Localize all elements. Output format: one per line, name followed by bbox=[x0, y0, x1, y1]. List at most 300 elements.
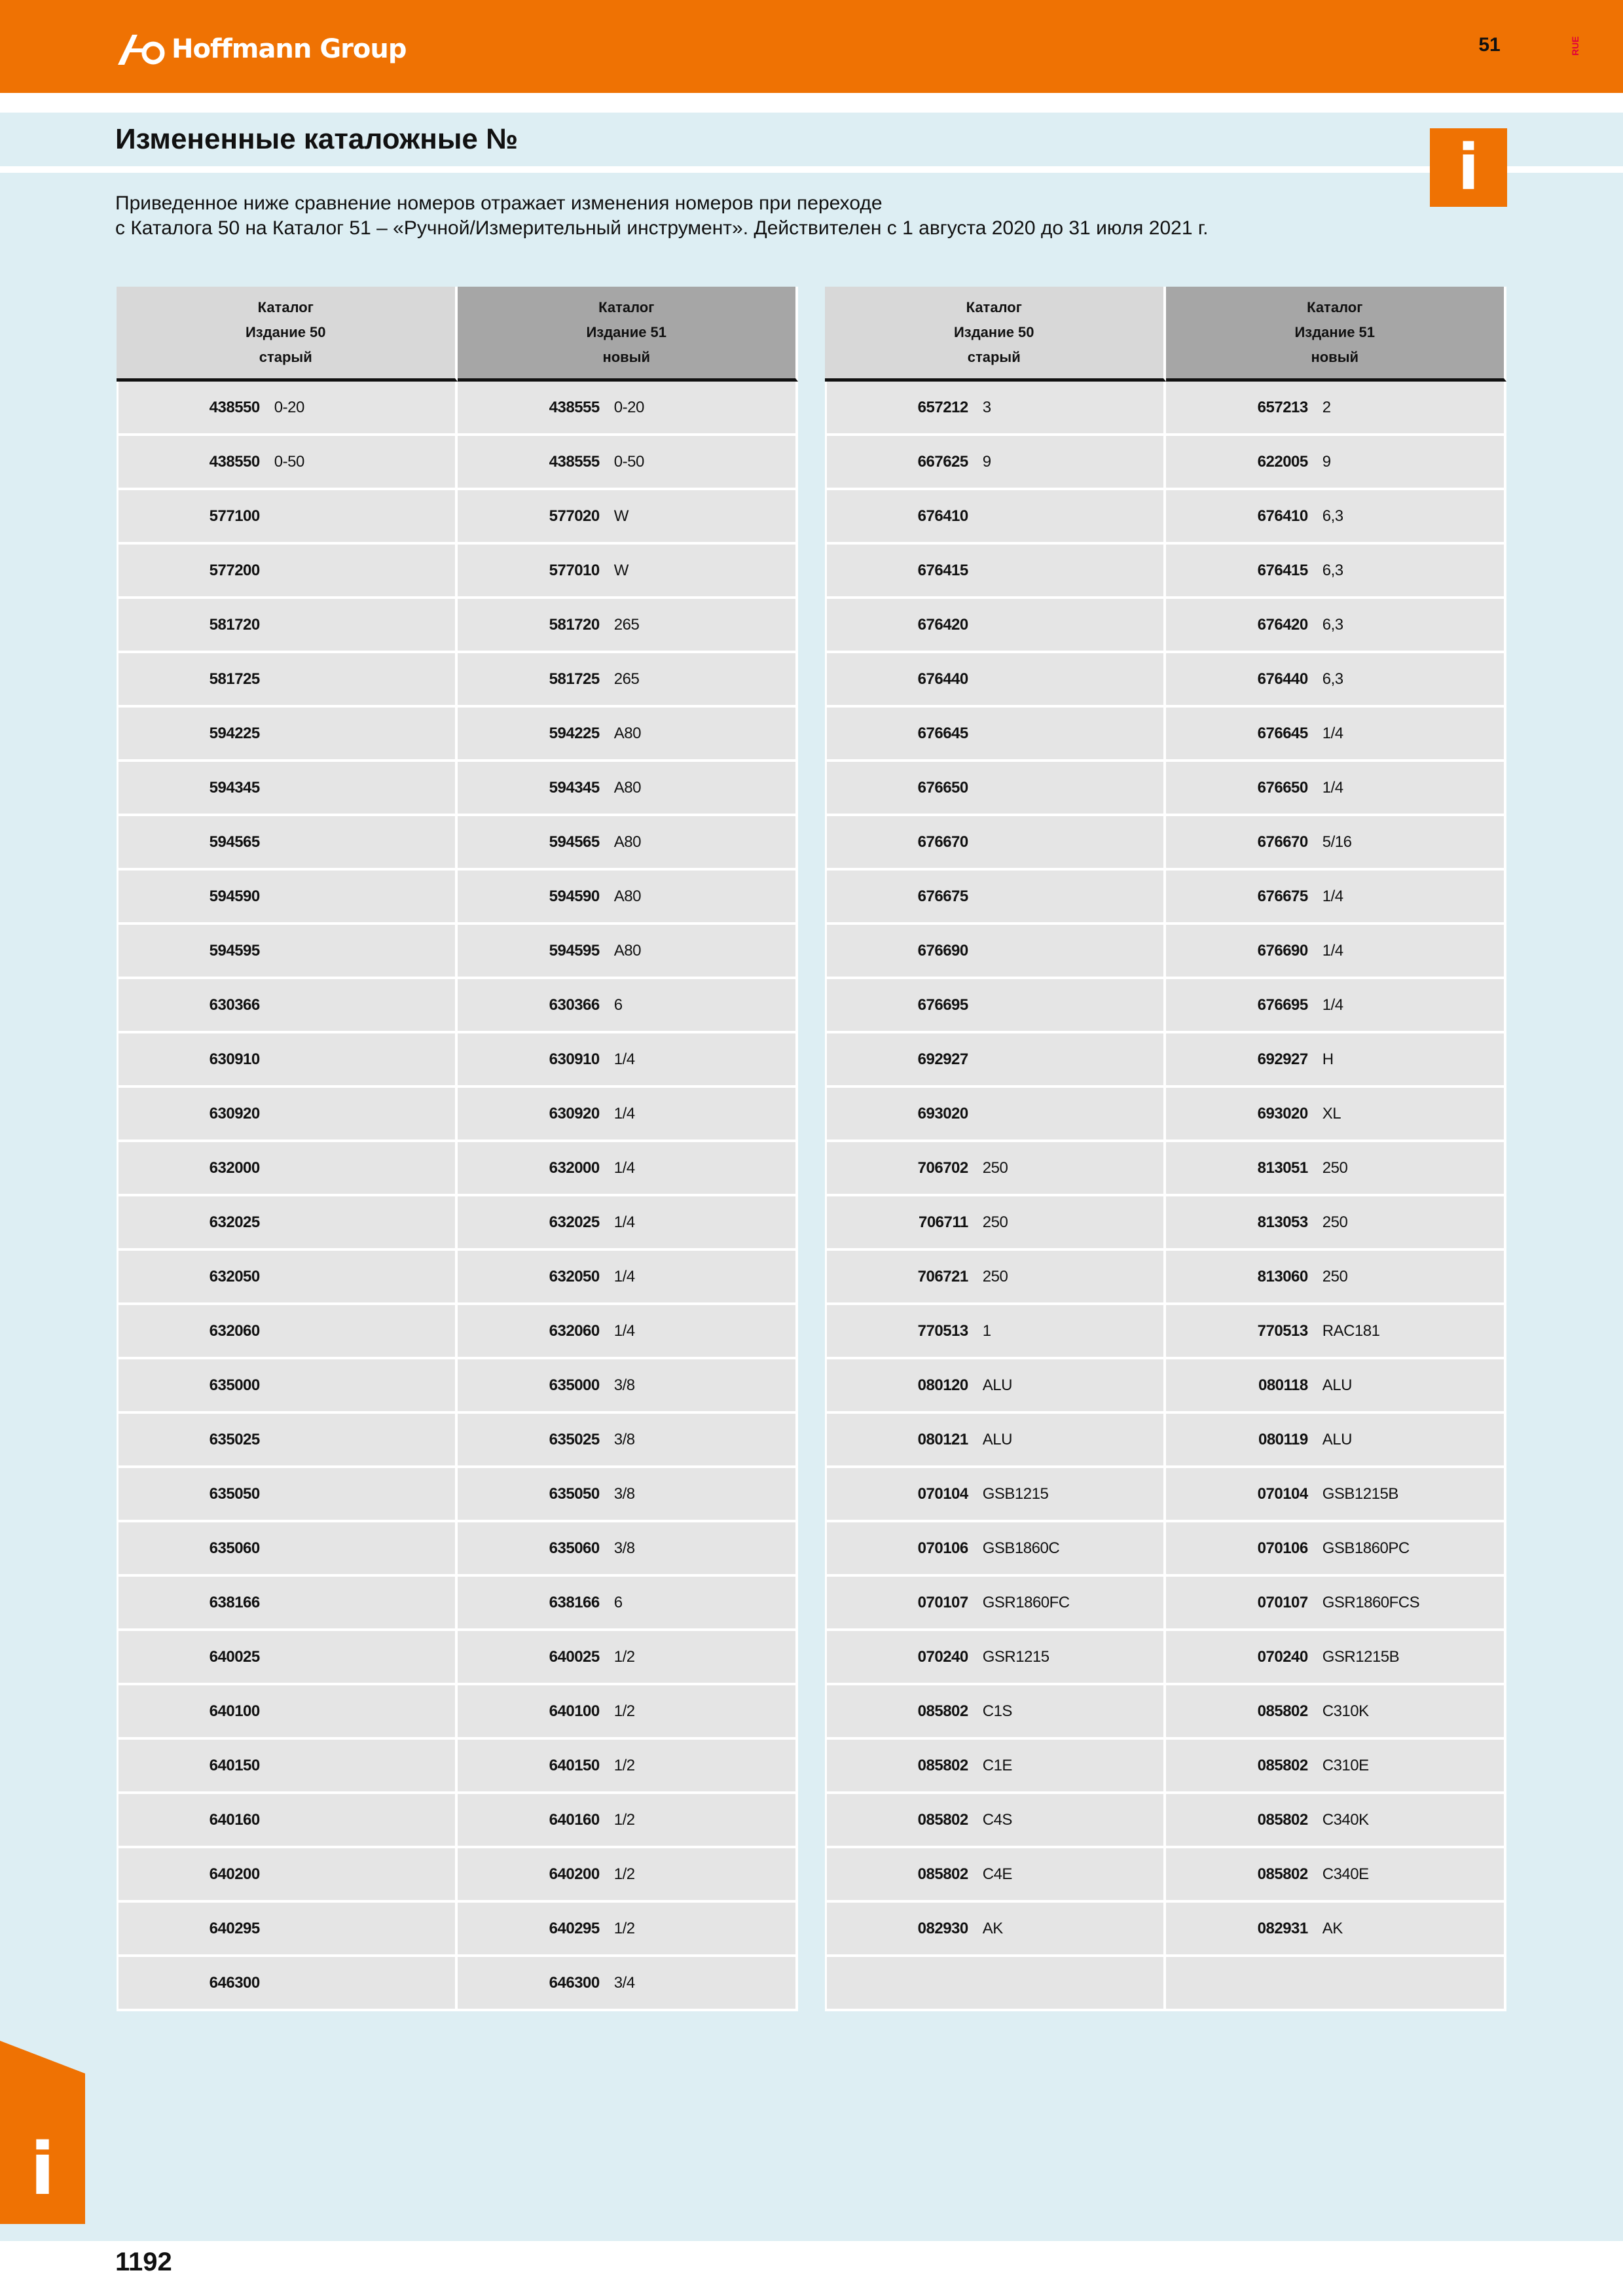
cell-old bbox=[825, 816, 1166, 870]
article-number: 080121 bbox=[917, 1430, 968, 1448]
size-spec: 1/2 bbox=[613, 1702, 635, 1720]
cell-new bbox=[458, 1468, 799, 1522]
article-number: 581725 bbox=[549, 670, 600, 688]
article-number: 085802 bbox=[917, 1756, 968, 1774]
cell-old bbox=[825, 1522, 1166, 1577]
cell-old bbox=[117, 1142, 458, 1196]
cell-new bbox=[1166, 1142, 1507, 1196]
article-number: 438555 bbox=[549, 398, 600, 416]
article-number: 070240 bbox=[1257, 1647, 1308, 1666]
cell-new bbox=[458, 708, 799, 762]
column-header-new bbox=[1166, 287, 1507, 382]
table-row bbox=[825, 1359, 1506, 1414]
table-row bbox=[825, 1685, 1506, 1740]
cell-new bbox=[458, 1577, 799, 1631]
cell-new bbox=[458, 1414, 799, 1468]
table-row bbox=[825, 762, 1506, 816]
size-spec: 6,3 bbox=[1322, 670, 1343, 688]
cell-old bbox=[117, 1577, 458, 1631]
table-row bbox=[825, 1794, 1506, 1848]
article-number: 070104 bbox=[1257, 1484, 1308, 1503]
article-number: 630910 bbox=[549, 1050, 600, 1068]
table-row bbox=[117, 925, 798, 979]
cell-old bbox=[117, 1957, 458, 2011]
size-spec: 250 bbox=[982, 1267, 1008, 1285]
article-number: 438550 bbox=[209, 452, 260, 471]
article-number: 577020 bbox=[549, 507, 600, 525]
header-line: Издание 51 bbox=[586, 324, 667, 340]
cell-old bbox=[117, 436, 458, 490]
article-number: 085802 bbox=[1257, 1810, 1308, 1829]
cell-new bbox=[1166, 1903, 1507, 1957]
article-number: 594595 bbox=[209, 941, 260, 960]
brand-logo[interactable] bbox=[115, 26, 406, 72]
article-number: 640100 bbox=[549, 1702, 600, 1720]
article-number: 438550 bbox=[209, 398, 260, 416]
table-row bbox=[117, 1142, 798, 1196]
article-number: 640150 bbox=[209, 1756, 260, 1774]
cell-old bbox=[825, 436, 1166, 490]
table-row bbox=[825, 1196, 1506, 1251]
article-number: 657213 bbox=[1257, 398, 1308, 416]
cell-old bbox=[117, 925, 458, 979]
article-number: 813051 bbox=[1257, 1158, 1308, 1177]
size-spec: GSR1860FC bbox=[982, 1593, 1070, 1611]
table-row bbox=[117, 979, 798, 1033]
article-number: 070107 bbox=[917, 1593, 968, 1611]
cell-old bbox=[825, 1033, 1166, 1088]
cell-old bbox=[117, 1305, 458, 1359]
cell-new bbox=[458, 979, 799, 1033]
size-spec: C310E bbox=[1322, 1756, 1369, 1774]
size-spec: XL bbox=[1322, 1104, 1341, 1122]
article-number: 635060 bbox=[209, 1539, 260, 1557]
article-number: 085802 bbox=[917, 1702, 968, 1720]
table-row bbox=[825, 1848, 1506, 1903]
cell-new bbox=[458, 1305, 799, 1359]
table-row bbox=[825, 925, 1506, 979]
header-line: старый bbox=[967, 349, 1021, 365]
header-line: Издание 50 bbox=[245, 324, 326, 340]
cell-new bbox=[1166, 1196, 1507, 1251]
cell-new bbox=[458, 925, 799, 979]
cell-new bbox=[458, 653, 799, 708]
cell-new bbox=[458, 1196, 799, 1251]
size-spec: GSR1215 bbox=[982, 1647, 1049, 1666]
cell-old bbox=[825, 708, 1166, 762]
article-number: 676645 bbox=[1257, 724, 1308, 742]
article-number: 085802 bbox=[917, 1810, 968, 1829]
article-number: 635060 bbox=[549, 1539, 600, 1557]
cell-old bbox=[117, 1848, 458, 1903]
cell-old bbox=[825, 1196, 1166, 1251]
size-spec: 250 bbox=[1322, 1158, 1348, 1177]
footer-strip bbox=[0, 2241, 1623, 2296]
table-row bbox=[825, 1631, 1506, 1685]
table-row bbox=[825, 545, 1506, 599]
info-icon: i bbox=[30, 2127, 55, 2211]
article-number: 676650 bbox=[1257, 778, 1308, 797]
table-row bbox=[117, 1414, 798, 1468]
article-number: 630366 bbox=[549, 996, 600, 1014]
table-row bbox=[117, 653, 798, 708]
cell-old bbox=[825, 1142, 1166, 1196]
table-row bbox=[117, 599, 798, 653]
article-number: 581725 bbox=[209, 670, 260, 688]
table-row bbox=[117, 762, 798, 816]
cell-new bbox=[458, 762, 799, 816]
size-spec: 1/2 bbox=[613, 1919, 635, 1937]
article-number: 070240 bbox=[917, 1647, 968, 1666]
cell-old bbox=[117, 1794, 458, 1848]
cell-old bbox=[117, 1088, 458, 1142]
article-number: 657212 bbox=[917, 398, 968, 416]
table-row bbox=[117, 1577, 798, 1631]
cell-old bbox=[117, 1196, 458, 1251]
size-spec: 1/4 bbox=[1322, 724, 1343, 742]
cell-new bbox=[458, 599, 799, 653]
cell-old bbox=[117, 870, 458, 925]
header-line: Каталог bbox=[966, 299, 1022, 315]
size-spec: 0-20 bbox=[613, 398, 644, 416]
article-number: 676695 bbox=[917, 996, 968, 1014]
cell-new bbox=[1166, 1251, 1507, 1305]
column-header-old bbox=[825, 287, 1166, 382]
article-number: 581720 bbox=[209, 615, 260, 634]
article-number: 676695 bbox=[1257, 996, 1308, 1014]
article-number: 676670 bbox=[917, 833, 968, 851]
article-number: 640160 bbox=[549, 1810, 600, 1829]
table-row bbox=[117, 1033, 798, 1088]
cell-new bbox=[1166, 599, 1507, 653]
size-spec: 1/4 bbox=[1322, 887, 1343, 905]
cell-old bbox=[825, 1794, 1166, 1848]
table-row bbox=[117, 1848, 798, 1903]
article-number: 082931 bbox=[1257, 1919, 1308, 1937]
cell-old bbox=[825, 979, 1166, 1033]
article-number: 594565 bbox=[209, 833, 260, 851]
size-spec: RAC181 bbox=[1322, 1321, 1380, 1340]
cell-new bbox=[458, 1957, 799, 2011]
table-row bbox=[117, 436, 798, 490]
article-number: 638166 bbox=[549, 1593, 600, 1611]
article-number: 594225 bbox=[209, 724, 260, 742]
cell-old bbox=[117, 1522, 458, 1577]
article-number: 640100 bbox=[209, 1702, 260, 1720]
cell-new bbox=[1166, 762, 1507, 816]
table-row bbox=[117, 1196, 798, 1251]
table-row bbox=[825, 1033, 1506, 1088]
table-row bbox=[117, 545, 798, 599]
size-spec: 9 bbox=[1322, 452, 1331, 471]
size-spec: C340E bbox=[1322, 1865, 1369, 1883]
article-number: 577100 bbox=[209, 507, 260, 525]
cell-old bbox=[825, 1685, 1166, 1740]
size-spec: 1/4 bbox=[1322, 941, 1343, 960]
size-spec: 5/16 bbox=[1322, 833, 1352, 851]
size-spec: A80 bbox=[613, 941, 641, 960]
header-line: Издание 50 bbox=[953, 324, 1034, 340]
table-row bbox=[825, 1740, 1506, 1794]
size-spec: 1/2 bbox=[613, 1756, 635, 1774]
article-number: 813053 bbox=[1257, 1213, 1308, 1231]
language-code: RUE bbox=[1570, 36, 1580, 56]
size-spec: 3 bbox=[982, 398, 991, 416]
table-row bbox=[825, 816, 1506, 870]
article-number: 813060 bbox=[1257, 1267, 1308, 1285]
cell-old bbox=[825, 1957, 1166, 2011]
cell-new bbox=[458, 870, 799, 925]
size-spec: GSR1215B bbox=[1322, 1647, 1400, 1666]
size-spec: 1/2 bbox=[613, 1865, 635, 1883]
table-row bbox=[825, 979, 1506, 1033]
cell-new bbox=[1166, 1359, 1507, 1414]
size-spec: C4S bbox=[982, 1810, 1012, 1829]
cell-new bbox=[1166, 1740, 1507, 1794]
size-spec: 1/4 bbox=[1322, 996, 1343, 1014]
cell-old bbox=[825, 1305, 1166, 1359]
cell-old bbox=[825, 1903, 1166, 1957]
cell-new bbox=[458, 1251, 799, 1305]
cell-new bbox=[1166, 925, 1507, 979]
size-spec: C340K bbox=[1322, 1810, 1369, 1829]
cell-new bbox=[458, 545, 799, 599]
article-number: 070106 bbox=[917, 1539, 968, 1557]
cell-new bbox=[458, 1522, 799, 1577]
header-line: новый bbox=[602, 349, 651, 365]
size-spec: 1/2 bbox=[613, 1647, 635, 1666]
article-number: 085802 bbox=[1257, 1702, 1308, 1720]
cell-new bbox=[458, 1142, 799, 1196]
table-row bbox=[825, 870, 1506, 925]
table-row bbox=[825, 1468, 1506, 1522]
brand-name: Hoffmann Group bbox=[172, 34, 407, 64]
table-row bbox=[117, 1522, 798, 1577]
table-row bbox=[117, 1631, 798, 1685]
table-row bbox=[117, 1359, 798, 1414]
article-number: 632060 bbox=[549, 1321, 600, 1340]
article-number: 594225 bbox=[549, 724, 600, 742]
article-number: 638166 bbox=[209, 1593, 260, 1611]
size-spec: A80 bbox=[613, 833, 641, 851]
size-spec: C1E bbox=[982, 1756, 1012, 1774]
table-row bbox=[117, 1740, 798, 1794]
size-spec: C1S bbox=[982, 1702, 1012, 1720]
article-number: 640295 bbox=[209, 1919, 260, 1937]
cell-old bbox=[825, 762, 1166, 816]
size-spec: H bbox=[1322, 1050, 1334, 1068]
cell-new bbox=[1166, 490, 1507, 545]
size-spec: 6 bbox=[613, 996, 623, 1014]
article-number: 630920 bbox=[209, 1104, 260, 1122]
cell-old bbox=[117, 708, 458, 762]
header-line: Каталог bbox=[257, 299, 314, 315]
cell-new bbox=[1166, 979, 1507, 1033]
size-spec: 1/4 bbox=[613, 1050, 635, 1068]
cell-new bbox=[458, 1631, 799, 1685]
cell-old bbox=[117, 1468, 458, 1522]
cell-old bbox=[117, 1033, 458, 1088]
intro-text bbox=[115, 191, 1359, 241]
article-number: 640025 bbox=[209, 1647, 260, 1666]
article-number: 770513 bbox=[1257, 1321, 1308, 1340]
divider-strip bbox=[0, 166, 1623, 173]
size-spec: ALU bbox=[1322, 1430, 1352, 1448]
article-number: 676410 bbox=[917, 507, 968, 525]
size-spec: 1/4 bbox=[613, 1321, 635, 1340]
article-number: 692927 bbox=[917, 1050, 968, 1068]
size-spec: C4E bbox=[982, 1865, 1012, 1883]
article-number: 594345 bbox=[549, 778, 600, 797]
article-number: 640200 bbox=[549, 1865, 600, 1883]
size-spec: 3/8 bbox=[613, 1430, 635, 1448]
article-number: 676690 bbox=[1257, 941, 1308, 960]
article-number: 070106 bbox=[1257, 1539, 1308, 1557]
size-spec: 250 bbox=[982, 1158, 1008, 1177]
article-number: 085802 bbox=[917, 1865, 968, 1883]
article-number: 693020 bbox=[917, 1104, 968, 1122]
article-number: 581720 bbox=[549, 615, 600, 634]
cell-old bbox=[117, 1631, 458, 1685]
size-spec: 3/8 bbox=[613, 1539, 635, 1557]
header-line: Каталог bbox=[1307, 299, 1363, 315]
size-spec: 0-20 bbox=[274, 398, 304, 416]
article-number: 676420 bbox=[917, 615, 968, 634]
table-row bbox=[117, 1685, 798, 1740]
size-spec: 1/4 bbox=[613, 1267, 635, 1285]
size-spec: A80 bbox=[613, 887, 641, 905]
article-number: 080120 bbox=[917, 1376, 968, 1394]
article-number: 692927 bbox=[1257, 1050, 1308, 1068]
size-spec: 3/4 bbox=[613, 1973, 635, 1992]
article-number: 630910 bbox=[209, 1050, 260, 1068]
size-spec: 9 bbox=[982, 452, 991, 471]
cell-new bbox=[1166, 816, 1507, 870]
article-number: 676415 bbox=[917, 561, 968, 579]
header-line: Каталог bbox=[598, 299, 655, 315]
cell-old bbox=[825, 599, 1166, 653]
table-row bbox=[825, 1522, 1506, 1577]
cell-old bbox=[825, 1468, 1166, 1522]
page-title: Измененные каталожные № bbox=[115, 123, 519, 155]
article-number: 640295 bbox=[549, 1919, 600, 1937]
article-number: 080119 bbox=[1258, 1430, 1308, 1448]
table-row bbox=[117, 1903, 798, 1957]
size-spec: 3/8 bbox=[613, 1376, 635, 1394]
cell-old bbox=[117, 1359, 458, 1414]
article-number: 646300 bbox=[549, 1973, 600, 1992]
size-spec: 6,3 bbox=[1322, 615, 1343, 634]
article-number: 070107 bbox=[1257, 1593, 1308, 1611]
table-row bbox=[825, 1577, 1506, 1631]
cell-old bbox=[117, 1251, 458, 1305]
cell-old bbox=[117, 1685, 458, 1740]
column-header-old bbox=[117, 287, 458, 382]
article-number: 667625 bbox=[917, 452, 968, 471]
table-row bbox=[825, 1414, 1506, 1468]
size-spec: 265 bbox=[613, 615, 640, 634]
cell-new bbox=[1166, 1468, 1507, 1522]
size-spec: 0-50 bbox=[613, 452, 644, 471]
cell-old bbox=[825, 925, 1166, 979]
catalog-number: 51 bbox=[1478, 34, 1501, 56]
article-number: 640025 bbox=[549, 1647, 600, 1666]
size-spec: 1/4 bbox=[1322, 778, 1343, 797]
article-number: 635050 bbox=[549, 1484, 600, 1503]
article-number: 676650 bbox=[917, 778, 968, 797]
column-header-new bbox=[458, 287, 799, 382]
article-number: 070104 bbox=[917, 1484, 968, 1503]
cell-new bbox=[1166, 1685, 1507, 1740]
article-number: 632050 bbox=[549, 1267, 600, 1285]
cell-new bbox=[1166, 708, 1507, 762]
cell-old bbox=[117, 1903, 458, 1957]
table-row bbox=[825, 382, 1506, 436]
cell-new bbox=[1166, 1033, 1507, 1088]
article-number: 770513 bbox=[917, 1321, 968, 1340]
article-number: 594565 bbox=[549, 833, 600, 851]
article-number: 676420 bbox=[1257, 615, 1308, 634]
size-spec: A80 bbox=[613, 724, 641, 742]
cell-new bbox=[1166, 653, 1507, 708]
size-spec: 3/8 bbox=[613, 1484, 635, 1503]
article-number: 082930 bbox=[917, 1919, 968, 1937]
cell-old bbox=[825, 545, 1166, 599]
cell-old bbox=[825, 1631, 1166, 1685]
cell-new bbox=[458, 1740, 799, 1794]
article-number: 706711 bbox=[918, 1213, 968, 1231]
article-number: 594595 bbox=[549, 941, 600, 960]
article-number: 676670 bbox=[1257, 833, 1308, 851]
article-number: 706702 bbox=[917, 1158, 968, 1177]
article-number: 594590 bbox=[549, 887, 600, 905]
table-row bbox=[117, 1957, 798, 2011]
cell-old bbox=[825, 490, 1166, 545]
cell-old bbox=[117, 545, 458, 599]
cell-new bbox=[1166, 1957, 1507, 2011]
table-row bbox=[117, 1251, 798, 1305]
article-number: 632060 bbox=[209, 1321, 260, 1340]
cell-new bbox=[458, 382, 799, 436]
size-spec: C310K bbox=[1322, 1702, 1369, 1720]
table-row bbox=[117, 1305, 798, 1359]
table-row bbox=[825, 1957, 1506, 2011]
size-spec: A80 bbox=[613, 778, 641, 797]
header-line: новый bbox=[1311, 349, 1359, 365]
cell-old bbox=[825, 1414, 1166, 1468]
cell-new bbox=[1166, 545, 1507, 599]
cell-new bbox=[458, 436, 799, 490]
article-number: 632000 bbox=[209, 1158, 260, 1177]
article-number: 630366 bbox=[209, 996, 260, 1014]
cell-old bbox=[825, 382, 1166, 436]
table-row bbox=[825, 708, 1506, 762]
cell-new bbox=[1166, 1414, 1507, 1468]
article-number: 630920 bbox=[549, 1104, 600, 1122]
table-row bbox=[825, 1251, 1506, 1305]
article-number: 577010 bbox=[549, 561, 600, 579]
size-spec: 2 bbox=[1322, 398, 1331, 416]
table-row bbox=[117, 1794, 798, 1848]
cell-old bbox=[825, 1577, 1166, 1631]
cell-new bbox=[1166, 1631, 1507, 1685]
size-spec: GSR1860FCS bbox=[1322, 1593, 1420, 1611]
table-row bbox=[825, 1142, 1506, 1196]
article-number: 622005 bbox=[1257, 452, 1308, 471]
cell-old bbox=[117, 653, 458, 708]
article-number: 676415 bbox=[1257, 561, 1308, 579]
article-number: 632000 bbox=[549, 1158, 600, 1177]
